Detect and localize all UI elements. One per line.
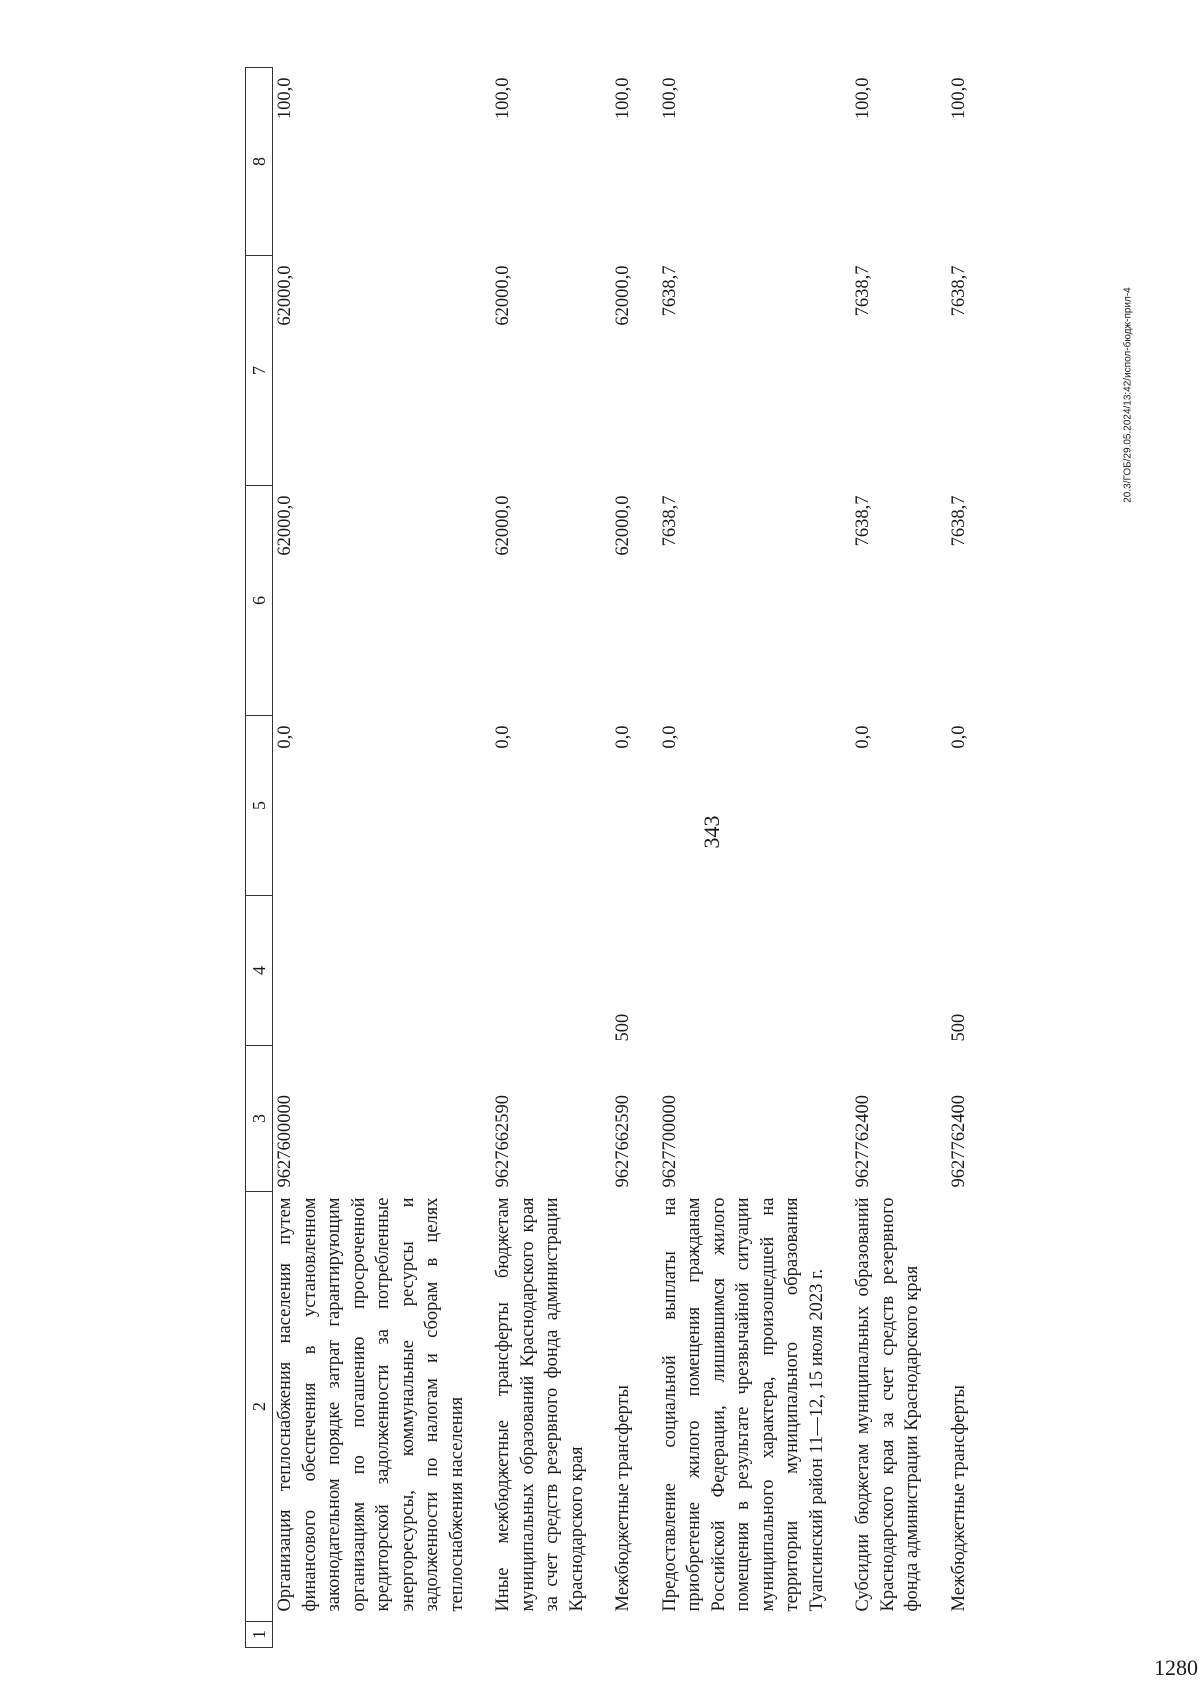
file-stamp: 20.3/ГОБ/29.05.2024/13:42/испол-бюдж-прил-4 bbox=[1122, 287, 1134, 503]
value-col5: 0,0 bbox=[853, 725, 873, 749]
value-col5: 0,0 bbox=[275, 725, 295, 749]
row-number-cell bbox=[273, 1622, 492, 1648]
table-row bbox=[851, 68, 947, 1648]
column-header: 1 bbox=[246, 1622, 273, 1648]
page-number: 343 bbox=[699, 815, 724, 849]
row-number-cell bbox=[491, 1622, 611, 1648]
value-col7: 62000,0 bbox=[275, 265, 295, 326]
value-col7: 7638,7 bbox=[948, 265, 969, 317]
item-type: 500 bbox=[613, 1013, 633, 1042]
value-col6: 62000,0 bbox=[493, 495, 513, 556]
column-header: 8 bbox=[246, 68, 273, 256]
value-col6: 7638,7 bbox=[853, 495, 873, 547]
item-name: Иные межбюджетные трансферты бюджетам муниципальных образований Краснодарского края за счет средств резервного фонда администрации Краснодарского края bbox=[493, 1197, 587, 1612]
item-name: Организация теплоснабжения населения путем финансового обеспечения в установленном законодательном порядке затрат гарантирующим организациям по погашению просроченной кредиторской задолженности за потребленные энергоресурсы, коммунальные ресурсы и задолженности по налогам и сборам в целях теплоснабжения населения bbox=[275, 1197, 467, 1612]
item-code: 9627762400 bbox=[948, 1095, 969, 1188]
value-col7: 7638,7 bbox=[659, 265, 680, 317]
value-col6: 62000,0 bbox=[613, 495, 633, 556]
item-name: Предоставление социальной выплаты на приобретение жилого помещения гражданам Российской Федерации, лишившимся жилого помещения в результате чрезвычайной ситуации муниципального характера, произошедшей на территории муниципального образования Туапсинский район 11—12, 15 июля 2023 г. bbox=[659, 1197, 827, 1612]
column-header: 7 bbox=[246, 256, 273, 486]
value-col8: 100,0 bbox=[613, 77, 633, 120]
row-number-cell bbox=[611, 1622, 658, 1648]
row-number-cell bbox=[947, 1622, 994, 1648]
column-header: 2 bbox=[246, 1192, 273, 1622]
value-col5: 0,0 bbox=[659, 725, 680, 749]
value-col8: 100,0 bbox=[853, 77, 873, 120]
table-row bbox=[947, 68, 994, 1648]
row-number-cell bbox=[851, 1622, 947, 1648]
item-type bbox=[273, 896, 492, 1046]
value-col5: 0,0 bbox=[948, 725, 969, 749]
value-col8: 100,0 bbox=[948, 77, 969, 120]
table-row bbox=[658, 68, 852, 1648]
item-name: Субсидии бюджетам муниципальных образований Краснодарского края за счет средств резервного фонда администрации Краснодарского края bbox=[853, 1197, 922, 1612]
table-row bbox=[491, 68, 611, 1648]
value-col6: 7638,7 bbox=[659, 495, 680, 547]
value-col7: 7638,7 bbox=[853, 265, 873, 317]
value-col7: 62000,0 bbox=[493, 265, 513, 326]
value-col8: 100,0 bbox=[275, 77, 295, 120]
item-name: Межбюджетные трансферты bbox=[948, 1385, 969, 1612]
item-type bbox=[658, 896, 852, 1046]
column-header: 5 bbox=[246, 716, 273, 896]
item-type bbox=[851, 896, 947, 1046]
value-col8: 100,0 bbox=[659, 77, 680, 120]
table-row bbox=[273, 68, 492, 1648]
value-col5: 0,0 bbox=[613, 725, 633, 749]
item-type: 500 bbox=[948, 1013, 969, 1042]
value-col6: 62000,0 bbox=[275, 495, 295, 556]
item-code: 9627700000 bbox=[659, 1095, 680, 1188]
value-col7: 62000,0 bbox=[613, 265, 633, 326]
row-number-cell bbox=[658, 1622, 852, 1648]
value-col6: 7638,7 bbox=[948, 495, 969, 547]
item-code: 9627662590 bbox=[493, 1095, 513, 1188]
item-code: 9627600000 bbox=[275, 1095, 295, 1188]
column-header: 4 bbox=[246, 896, 273, 1046]
item-code: 9627762400 bbox=[853, 1095, 873, 1188]
item-code: 9627662590 bbox=[613, 1095, 633, 1188]
item-name: Межбюджетные трансферты bbox=[613, 1385, 633, 1612]
column-header: 3 bbox=[246, 1046, 273, 1192]
column-header: 6 bbox=[246, 486, 273, 716]
sheet-number: 1280 bbox=[1154, 1655, 1198, 1680]
table-row bbox=[611, 68, 658, 1648]
item-type bbox=[491, 896, 611, 1046]
budget-table bbox=[245, 67, 993, 1648]
value-col5: 0,0 bbox=[493, 725, 513, 749]
value-col8: 100,0 bbox=[493, 77, 513, 120]
header-row bbox=[246, 68, 273, 1648]
budget-table-wrapper bbox=[245, 68, 1115, 1648]
